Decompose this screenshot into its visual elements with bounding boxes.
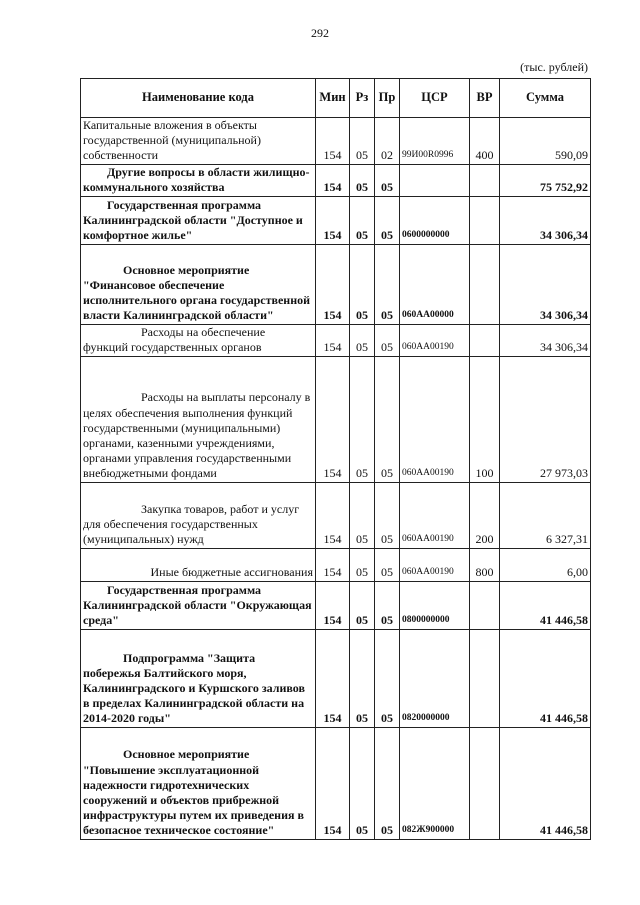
row-sum: 34 306,34 bbox=[500, 324, 591, 356]
row-rz: 05 bbox=[350, 118, 375, 165]
row-vr bbox=[470, 629, 500, 727]
row-csr: 082Ж900000 bbox=[400, 727, 470, 839]
header-vr: ВР bbox=[470, 79, 500, 118]
table-row bbox=[81, 629, 591, 727]
table-row bbox=[81, 581, 591, 629]
units-label: (тыс. рублей) bbox=[520, 60, 588, 74]
row-min: 154 bbox=[316, 244, 350, 324]
row-pr: 05 bbox=[375, 482, 400, 548]
row-rz: 05 bbox=[350, 581, 375, 629]
row-csr: 0820000000 bbox=[400, 629, 470, 727]
row-vr bbox=[470, 164, 500, 196]
row-pr: 05 bbox=[375, 164, 400, 196]
row-sum: 34 306,34 bbox=[500, 244, 591, 324]
row-pr: 05 bbox=[375, 356, 400, 482]
row-csr: 0800000000 bbox=[400, 581, 470, 629]
row-vr bbox=[470, 727, 500, 839]
row-sum: 41 446,58 bbox=[500, 581, 591, 629]
row-vr: 400 bbox=[470, 118, 500, 165]
row-rz: 05 bbox=[350, 356, 375, 482]
row-name: Основное мероприятие "Повышение эксплуатационной надежности гидротехнических сооружений и объектов прибрежной инфраструктуры путем их приведения в безопасное техническое состояние" bbox=[81, 727, 316, 839]
row-csr: 060АА00190 bbox=[400, 482, 470, 548]
table-header-row bbox=[81, 79, 591, 118]
table-row bbox=[81, 118, 591, 165]
row-pr: 05 bbox=[375, 196, 400, 244]
row-pr: 05 bbox=[375, 727, 400, 839]
table-row bbox=[81, 196, 591, 244]
row-rz: 05 bbox=[350, 727, 375, 839]
table-row bbox=[81, 482, 591, 548]
row-name: Иные бюджетные ассигнования bbox=[81, 548, 316, 581]
row-rz: 05 bbox=[350, 548, 375, 581]
row-csr: 0600000000 bbox=[400, 196, 470, 244]
header-name: Наименование кода bbox=[81, 79, 316, 118]
row-name: Расходы на обеспечение функций государственных органов bbox=[81, 324, 316, 356]
row-pr: 05 bbox=[375, 244, 400, 324]
row-pr: 05 bbox=[375, 581, 400, 629]
table-row bbox=[81, 324, 591, 356]
row-rz: 05 bbox=[350, 164, 375, 196]
row-rz: 05 bbox=[350, 324, 375, 356]
header-rz: Рз bbox=[350, 79, 375, 118]
row-pr: 05 bbox=[375, 324, 400, 356]
row-min: 154 bbox=[316, 324, 350, 356]
page-number: 292 bbox=[311, 26, 329, 40]
row-csr: 060АА00190 bbox=[400, 548, 470, 581]
row-rz: 05 bbox=[350, 244, 375, 324]
row-vr bbox=[470, 244, 500, 324]
row-vr bbox=[470, 324, 500, 356]
row-min: 154 bbox=[316, 118, 350, 165]
row-name: Подпрограмма "Защита побережья Балтийского моря, Калининградского и Куршского заливов в пределах Калининградской области на 2014-2020 годы" bbox=[81, 629, 316, 727]
row-sum: 6,00 bbox=[500, 548, 591, 581]
row-csr bbox=[400, 164, 470, 196]
row-rz: 05 bbox=[350, 196, 375, 244]
row-vr: 200 bbox=[470, 482, 500, 548]
table-row bbox=[81, 548, 591, 581]
table-row bbox=[81, 164, 591, 196]
header-min: Мин bbox=[316, 79, 350, 118]
table-row bbox=[81, 356, 591, 482]
row-vr bbox=[470, 581, 500, 629]
row-rz: 05 bbox=[350, 629, 375, 727]
row-min: 154 bbox=[316, 356, 350, 482]
row-csr: 99И00R0996 bbox=[400, 118, 470, 165]
row-sum: 41 446,58 bbox=[500, 629, 591, 727]
row-name: Государственная программа Калининградской области "Доступное и комфортное жилье" bbox=[81, 196, 316, 244]
table-row bbox=[81, 727, 591, 839]
table-row bbox=[81, 244, 591, 324]
row-sum: 27 973,03 bbox=[500, 356, 591, 482]
row-csr: 060АА00000 bbox=[400, 244, 470, 324]
header-sum: Сумма bbox=[500, 79, 591, 118]
row-min: 154 bbox=[316, 629, 350, 727]
row-pr: 02 bbox=[375, 118, 400, 165]
row-name: Расходы на выплаты персоналу в целях обеспечения выполнения функций государственными (муниципальными) органами, казенными учреждениями, органами управления государственными внебюджетными фондами bbox=[81, 356, 316, 482]
row-sum: 75 752,92 bbox=[500, 164, 591, 196]
row-name: Другие вопросы в области жилищно-коммунального хозяйства bbox=[81, 164, 316, 196]
row-min: 154 bbox=[316, 727, 350, 839]
row-name: Государственная программа Калининградской области "Окружающая среда" bbox=[81, 581, 316, 629]
row-min: 154 bbox=[316, 196, 350, 244]
row-vr: 800 bbox=[470, 548, 500, 581]
row-name: Основное мероприятие "Финансовое обеспечение исполнительного органа государственной власти Калининградской области" bbox=[81, 244, 316, 324]
row-sum: 41 446,58 bbox=[500, 727, 591, 839]
row-pr: 05 bbox=[375, 629, 400, 727]
row-vr: 100 bbox=[470, 356, 500, 482]
row-min: 154 bbox=[316, 164, 350, 196]
row-pr: 05 bbox=[375, 548, 400, 581]
row-rz: 05 bbox=[350, 482, 375, 548]
row-sum: 590,09 bbox=[500, 118, 591, 165]
row-min: 154 bbox=[316, 548, 350, 581]
row-min: 154 bbox=[316, 482, 350, 548]
header-pr: Пр bbox=[375, 79, 400, 118]
row-sum: 6 327,31 bbox=[500, 482, 591, 548]
row-csr: 060АА00190 bbox=[400, 324, 470, 356]
row-name: Капитальные вложения в объекты государственной (муниципальной) собственности bbox=[81, 118, 316, 165]
row-min: 154 bbox=[316, 581, 350, 629]
row-name: Закупка товаров, работ и услуг для обеспечения государственных (муниципальных) нужд bbox=[81, 482, 316, 548]
header-csr: ЦСР bbox=[400, 79, 470, 118]
row-csr: 060АА00190 bbox=[400, 356, 470, 482]
budget-table bbox=[80, 78, 591, 840]
row-sum: 34 306,34 bbox=[500, 196, 591, 244]
row-vr bbox=[470, 196, 500, 244]
